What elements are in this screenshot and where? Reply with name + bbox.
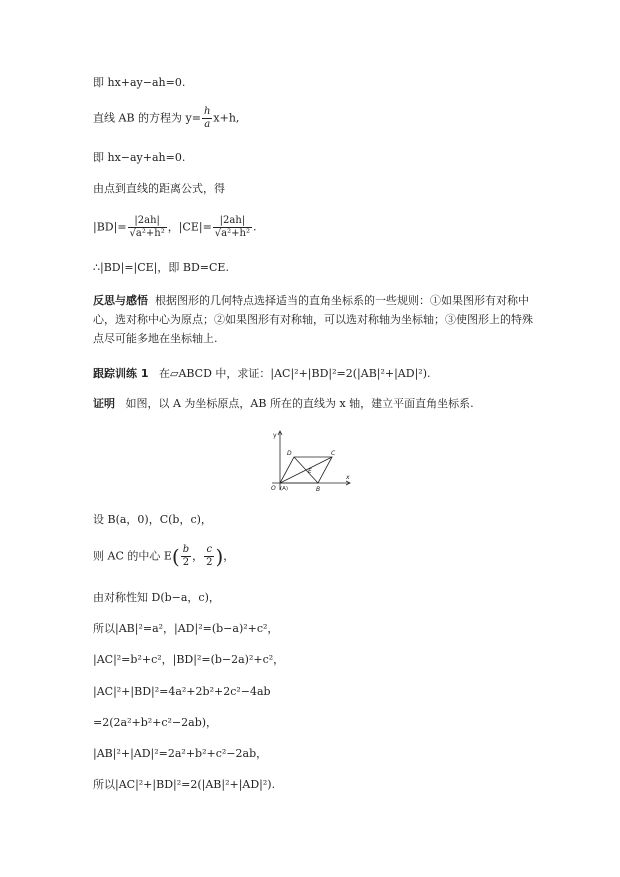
text: 由点到直线的距离公式，得	[93, 182, 225, 195]
step: 所以|AC|²+|BD|²=2(|AB|²+|AD|²).	[93, 778, 276, 791]
eq-part: ，|CE|=	[167, 220, 212, 234]
step-line-7	[93, 716, 217, 730]
diagonal-bd	[294, 457, 318, 483]
label-b: B	[316, 486, 321, 493]
label-y: y	[273, 432, 277, 439]
step: |AC|²=b²+c²，|BD|²=(b−2a)²+c²，	[93, 653, 285, 666]
step: 设 B(a，0)，C(b，c)，	[93, 513, 212, 526]
fraction-b-over-2	[181, 544, 191, 569]
step-sep: ，	[192, 549, 204, 563]
eq-part: .	[252, 220, 257, 234]
eq-line: 即 hx−ay+ah=0.	[93, 151, 186, 164]
text-line-3	[93, 151, 185, 165]
proof-line	[93, 397, 474, 411]
eq-prefix: 直线 AB 的方程为 y=	[93, 111, 201, 125]
label-x: x	[346, 474, 350, 481]
fraction-denominator: 2	[182, 557, 190, 568]
step: |AC|²+|BD|²=4a²+2b²+2c²−4ab	[93, 685, 271, 698]
label-e: E	[308, 468, 312, 475]
proof-body: 如图，以 A 为坐标原点，AB 所在的直线为 x 轴，建立平面直角坐标系.	[125, 397, 474, 410]
step-line-4	[93, 622, 278, 636]
step: 由对称性知 D(b−a，c)，	[93, 591, 220, 604]
fraction-numerator: c	[204, 544, 214, 557]
label-d: D	[287, 450, 292, 457]
label-c: C	[331, 450, 336, 457]
step-line-3	[93, 591, 220, 605]
fraction-numerator: |2ah|	[213, 215, 252, 228]
conclusion: ∴|BD|=|CE|，即 BD=CE.	[93, 261, 229, 274]
step-line-2	[93, 544, 234, 569]
reflection-body: 根据图形的几何特点选择适当的直角坐标系的一些规则：①如果图形有对称中心，选对称中心为原点；②如果图形有对称轴，可以选对称轴为坐标轴；③使图形上的特殊点尽可能多地在坐标轴上.	[93, 294, 533, 345]
step-line-6	[93, 685, 271, 699]
fraction-ce	[213, 215, 252, 240]
fraction-c-over-2	[204, 544, 214, 569]
fraction-denominator: a	[204, 119, 211, 130]
eq-line: 即 hx+ay−ah=0.	[93, 76, 186, 89]
fraction-denominator: √a²+h²	[129, 228, 165, 239]
reflection-title: 反思与感悟	[93, 294, 148, 307]
fraction-numerator: |2ah|	[128, 215, 167, 228]
step-line-1	[93, 513, 212, 527]
text-line-6	[93, 261, 229, 275]
text-line-1	[93, 76, 185, 90]
fraction-numerator: b	[182, 544, 190, 555]
text-line-5	[93, 215, 256, 240]
paren-right: )	[215, 544, 224, 569]
step-suffix: ，	[223, 549, 235, 563]
step-prefix: 则 AC 的中心 E	[93, 549, 172, 563]
proof-title: 证明	[93, 397, 115, 410]
eq-suffix: x+h,	[213, 111, 240, 125]
reflection-paragraph	[93, 291, 533, 348]
fraction-h-over-a	[202, 106, 212, 131]
fraction-numerator: h	[203, 106, 211, 117]
eq-part: |BD|=	[93, 220, 127, 234]
step: 所以|AB|²=a²，|AD|²=(b−a)²+c²，	[93, 622, 279, 635]
fraction-denominator: √a²+h²	[214, 228, 250, 239]
training-title: 跟踪训练 1	[93, 367, 149, 380]
step-line-5	[93, 653, 284, 667]
fraction-denominator: 2	[206, 557, 213, 568]
text-line-2	[93, 106, 239, 131]
step-line-9	[93, 778, 275, 792]
training-line	[93, 367, 430, 381]
paren-left: (	[171, 544, 180, 569]
fraction-bd	[128, 215, 167, 240]
step: |AB|²+|AD|²=2a²+b²+c²−2ab，	[93, 747, 268, 760]
label-o: O	[271, 485, 276, 492]
text-line-4	[93, 182, 225, 196]
training-body: 在▱ABCD 中，求证：|AC|²+|BD|²=2(|AB|²+|AD|²).	[158, 367, 431, 380]
label-a: (A)	[280, 486, 289, 492]
coordinate-figure	[266, 428, 356, 494]
step-line-8	[93, 747, 267, 761]
step: =2(2a²+b²+c²−2ab)，	[93, 716, 218, 729]
